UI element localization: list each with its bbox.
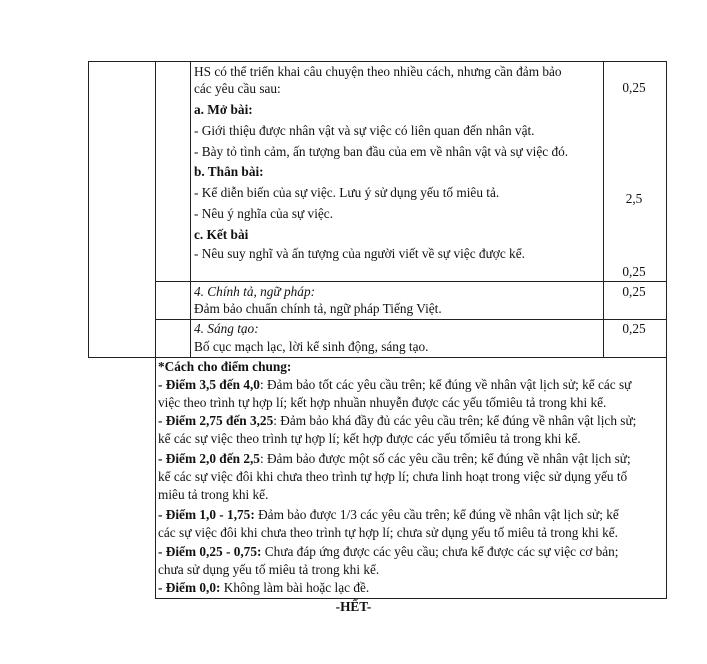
grading-item-2-label: - Điểm 2,75 đến 3,25 [158,413,274,428]
grading-item-4-text-1: Đảm bảo được 1/3 các yêu cầu trên; kể đúng về nhân vật lịch sử; kể [254,507,619,522]
grading-item-5-label: - Điểm 0,25 - 0,75: [158,544,262,559]
col-right-border [666,61,667,599]
grading-heading: *Cách cho điểm chung: [158,359,292,374]
intro-line-2: các yêu cầu sau: [194,81,281,96]
grading-item-6-line-1 [158,580,369,596]
score-conclusion: 0,25 [622,264,646,279]
spelling-title: 4. Chính tả, ngữ pháp: [194,284,316,299]
than-bai-item-1: - Kể diễn biến của sự việc. Lưu ý sử dụng yếu tố miêu tả. [194,185,500,200]
row-divider-3 [88,357,667,358]
grading-item-6-text-1: Không làm bài hoặc lạc đề. [220,580,370,595]
col-divider-2 [190,61,191,358]
grading-item-4-line-1 [158,507,619,523]
score-body: 2,5 [625,191,643,206]
ket-bai-item-1: - Nêu suy nghĩ và ấn tượng của người viết về sự việc được kể. [194,246,525,261]
spelling-text: Đảm bảo chuẩn chính tả, ngữ pháp Tiếng Việt. [194,301,442,316]
grading-item-2-text-1: : Đảm bảo khá đầy đủ các yêu cầu trên; kể đúng về nhân vật lịch sử; [273,413,637,428]
score-intro: 0,25 [622,80,646,95]
grading-item-5-text-1: Chưa đáp ứng được các yêu cầu; chưa kể được các sự việc cơ bản; [261,544,619,559]
table-top-border [88,61,667,62]
end-marker: -HẾT- [335,599,372,614]
row-divider-2 [155,319,667,320]
intro-line-1: HS có thể triển khai câu chuyện theo nhiều cách, nhưng cần đảm bảo [194,64,562,79]
grading-item-1-label: - Điểm 3,5 đến 4,0 [158,377,260,392]
grading-item-1-line-2: việc theo trình tự hợp lí; kết hợp nhuần nhuyễn được các yếu tốmiêu tả trong khi kể. [158,395,607,410]
grading-item-6-label: - Điểm 0,0: [158,580,221,595]
grading-item-1-line-1 [158,377,631,393]
than-bai-item-2: - Nêu ý nghĩa của sự việc. [194,206,334,221]
grading-item-2-line-1 [158,413,636,429]
col-divider-1 [155,61,156,599]
grading-item-3-line-3: miêu tả trong khi kể. [158,487,269,502]
grading-item-4-label: - Điểm 1,0 - 1,75: [158,507,255,522]
col-score-divider [603,61,604,358]
mo-bai-item-2: - Bày tỏ tình cảm, ấn tượng ban đầu của em về nhân vật và sự việc đó. [194,144,569,159]
mo-bai-item-1: - Giới thiệu được nhân vật và sự việc có liên quan đến nhân vật. [194,123,535,138]
score-creativity: 0,25 [622,321,646,336]
grading-item-1-text-1: : Đảm bảo tốt các yêu cầu trên; kể đúng về nhân vật lịch sử; kể các sự [259,377,632,392]
section-ket-bai-heading: c. Kết bài [194,227,249,242]
grading-item-3-line-1 [158,451,631,467]
col-left-border [88,61,89,358]
grading-item-5-line-1 [158,544,619,560]
creativity-text: Bố cục mạch lạc, lời kể sinh động, sáng tạo. [194,339,429,354]
grading-item-2-line-2: kể các sự việc theo trình tự hợp lí; kết hợp được các yếu tốmiêu tả trong khi kể. [158,431,581,446]
grading-item-3-label: - Điểm 2,0 đến 2,5 [158,451,260,466]
section-than-bai-heading: b. Thân bài: [194,164,264,179]
row-divider-1 [155,281,667,282]
creativity-title: 4. Sáng tạo: [194,321,259,336]
grading-item-5-line-2: chưa sử dụng yếu tố miêu tả trong khi kể. [158,562,380,577]
grading-item-3-text-1: : Đảm bảo được một số các yêu cầu trên; kể đúng về nhân vật lịch sử; [259,451,631,466]
grading-item-3-line-2: kể các sự việc đôi khi chưa theo trình tự hợp lí; chưa linh hoạt trong việc sử dụng yếu tố [158,469,628,484]
grading-item-4-line-2: các sự việc đôi khi chưa theo trình tự hợp lí; chưa sử dụng yếu tố miêu tả trong khi kể. [158,525,618,540]
section-mo-bai-heading: a. Mở bài: [194,102,253,117]
score-spelling: 0,25 [622,284,646,299]
